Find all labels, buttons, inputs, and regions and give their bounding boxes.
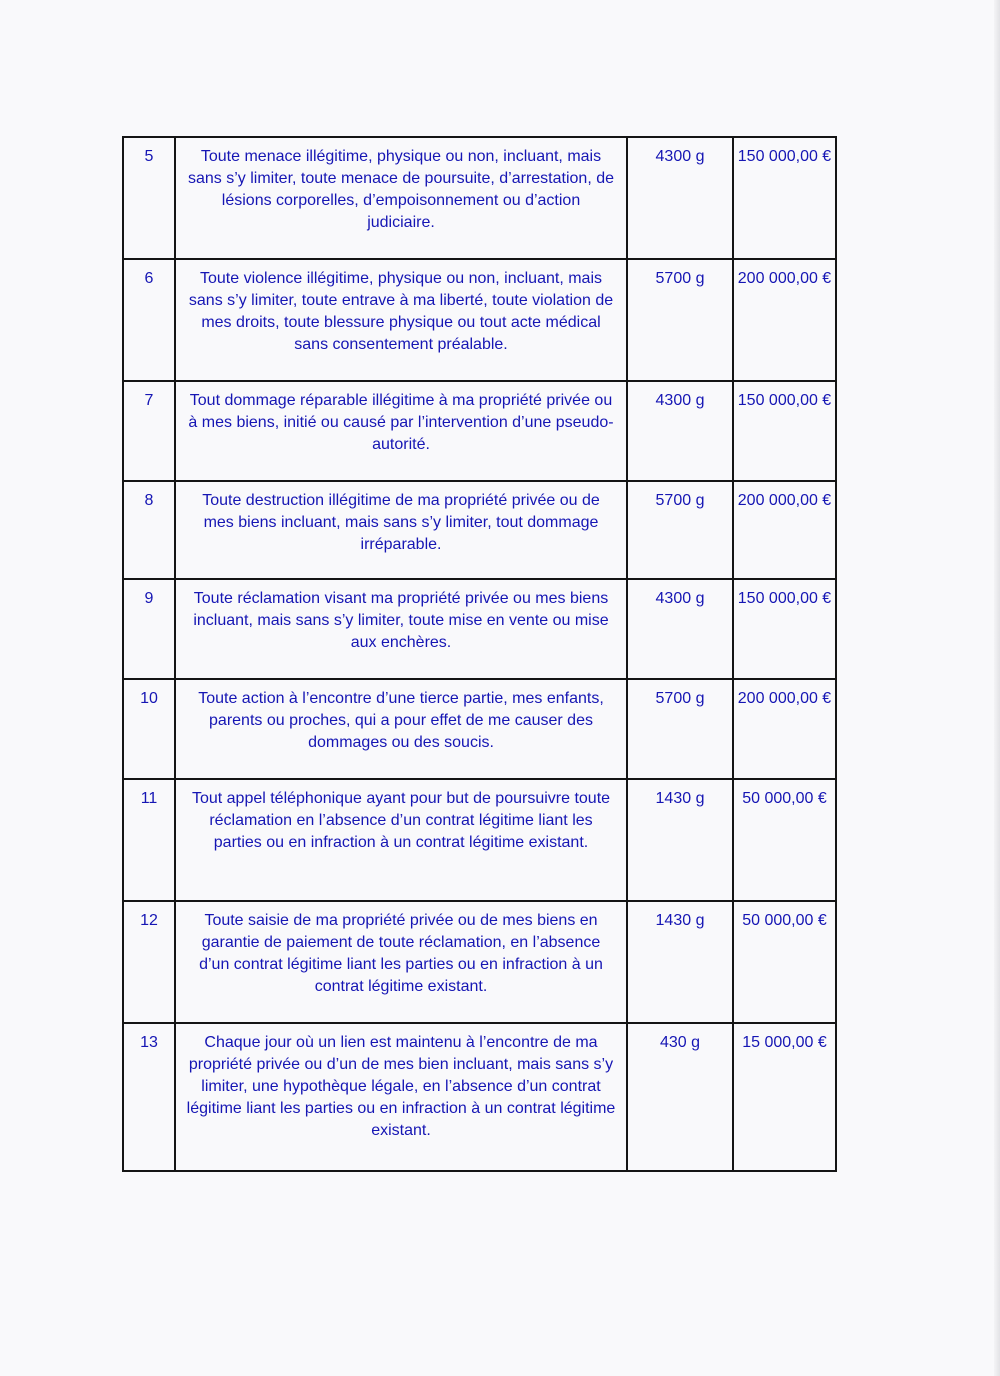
row-weight: 430 g (627, 1023, 733, 1171)
row-description: Chaque jour où un lien est maintenu à l’encontre de ma propriété privée ou d’un de mes bien incluant, mais sans s’y limiter, une hypothèque légale, en l’absence d’un contrat légitime liant les parties ou en infraction à un contrat légitime existant. (175, 1023, 627, 1171)
table-row (123, 381, 836, 481)
row-amount: 15 000,00 € (733, 1023, 836, 1171)
row-number: 9 (123, 579, 175, 679)
table-row (123, 579, 836, 679)
row-description: Toute menace illégitime, physique ou non, incluant, mais sans s’y limiter, toute menace de poursuite, d’arrestation, de lésions corporelles, d’empoisonnement ou d’action judiciaire. (175, 137, 627, 259)
row-weight: 5700 g (627, 481, 733, 579)
row-number: 7 (123, 381, 175, 481)
table-row (123, 901, 836, 1023)
row-amount: 50 000,00 € (733, 901, 836, 1023)
row-description: Toute réclamation visant ma propriété privée ou mes biens incluant, mais sans s’y limiter, toute mise en vente ou mise aux enchères. (175, 579, 627, 679)
row-description: Tout dommage réparable illégitime à ma propriété privée ou à mes biens, initié ou causé par l’intervention d’une pseudo-autorité. (175, 381, 627, 481)
row-amount: 150 000,00 € (733, 579, 836, 679)
row-amount: 50 000,00 € (733, 779, 836, 901)
row-amount: 150 000,00 € (733, 381, 836, 481)
row-weight: 4300 g (627, 579, 733, 679)
row-weight: 5700 g (627, 259, 733, 381)
row-description: Toute violence illégitime, physique ou non, incluant, mais sans s’y limiter, toute entrave à ma liberté, toute violation de mes droits, toute blessure physique ou tout acte médical sans consentement préalable. (175, 259, 627, 381)
row-amount: 200 000,00 € (733, 259, 836, 381)
row-description: Tout appel téléphonique ayant pour but de poursuivre toute réclamation en l’absence d’un contrat légitime liant les parties ou en infraction à un contrat légitime existant. (175, 779, 627, 901)
table-row (123, 1023, 836, 1171)
penalty-table (122, 136, 837, 1172)
row-number: 13 (123, 1023, 175, 1171)
table-row (123, 481, 836, 579)
table-row (123, 137, 836, 259)
row-weight: 4300 g (627, 137, 733, 259)
row-number: 6 (123, 259, 175, 381)
row-weight: 5700 g (627, 679, 733, 779)
row-number: 12 (123, 901, 175, 1023)
row-amount: 200 000,00 € (733, 679, 836, 779)
row-description: Toute destruction illégitime de ma propriété privée ou de mes biens incluant, mais sans s’y limiter, tout dommage irréparable. (175, 481, 627, 579)
row-amount: 150 000,00 € (733, 137, 836, 259)
row-weight: 1430 g (627, 779, 733, 901)
row-description: Toute action à l’encontre d’une tierce partie, mes enfants, parents ou proches, qui a pour effet de me causer des dommages ou des soucis. (175, 679, 627, 779)
row-weight: 1430 g (627, 901, 733, 1023)
table-row (123, 779, 836, 901)
page-edge (994, 0, 1000, 1376)
row-description: Toute saisie de ma propriété privée ou de mes biens en garantie de paiement de toute réclamation, en l’absence d’un contrat légitime liant les parties ou en infraction à un contrat légitime existant. (175, 901, 627, 1023)
row-number: 5 (123, 137, 175, 259)
row-weight: 4300 g (627, 381, 733, 481)
row-number: 11 (123, 779, 175, 901)
row-amount: 200 000,00 € (733, 481, 836, 579)
table-row (123, 259, 836, 381)
table-row (123, 679, 836, 779)
row-number: 8 (123, 481, 175, 579)
row-number: 10 (123, 679, 175, 779)
